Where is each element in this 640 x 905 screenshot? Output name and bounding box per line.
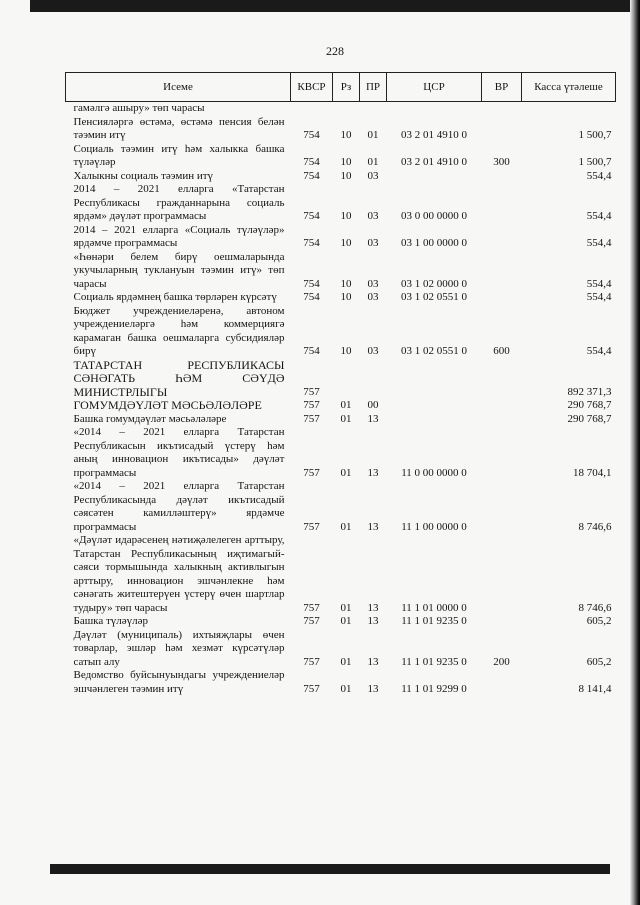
cell-kvsr: 757 — [303, 466, 320, 479]
cell-name: 2014 – 2021 елларга «Социаль түләүләр» ярдәмче программасы — [73, 223, 285, 249]
cell-kvsr — [291, 102, 333, 116]
table-row — [66, 413, 616, 427]
cell-kvsr: 754 — [303, 129, 320, 141]
table-row — [66, 170, 616, 184]
cell-pr: 03 — [367, 210, 379, 222]
cell-rz: 01 — [340, 682, 352, 695]
cell-rz: 01 — [340, 520, 352, 533]
cell-name: Социаль тәэмин итү һәм халыкка башка түләүләр — [73, 142, 285, 168]
cell-vr — [482, 359, 522, 400]
cell-rz — [333, 102, 360, 116]
cell-vr — [482, 399, 522, 413]
cell-rz: 10 — [340, 156, 352, 168]
cell-kassa: 554,4 — [586, 169, 612, 182]
col-header-rz: Рз — [333, 73, 360, 102]
cell-vr — [482, 480, 522, 534]
cell-csr: 11 1 01 9299 0 — [401, 682, 467, 695]
scan-border-right — [630, 0, 640, 905]
table-row — [66, 183, 616, 224]
cell-pr: 13 — [367, 520, 379, 533]
cell-csr: 11 1 00 0000 0 — [401, 520, 467, 533]
cell-kassa: 605,2 — [586, 655, 612, 668]
cell-csr: 11 1 01 9235 0 — [401, 655, 467, 668]
cell-kassa: 8 141,4 — [578, 682, 612, 695]
cell-csr: 03 1 02 0000 0 — [401, 277, 467, 290]
table-row — [66, 224, 616, 251]
cell-rz: 10 — [340, 345, 352, 357]
table-header-row — [66, 73, 616, 102]
cell-vr — [482, 426, 522, 480]
cell-pr: 13 — [367, 412, 379, 425]
table-row — [66, 291, 616, 305]
cell-kassa: 605,2 — [586, 615, 612, 627]
cell-vr — [482, 224, 522, 251]
cell-csr — [387, 102, 482, 116]
cell-kassa: 8 746,6 — [578, 601, 612, 614]
cell-name: Башка гомумдәүләт мәсьәләләре — [73, 412, 227, 425]
cell-name: Халыкны социаль тәэмин итү — [73, 169, 214, 182]
cell-kvsr: 754 — [303, 345, 320, 357]
cell-kassa — [522, 102, 616, 116]
cell-csr — [387, 359, 482, 400]
cell-vr — [482, 413, 522, 427]
cell-kassa: 892 371,3 — [567, 385, 612, 398]
budget-table — [65, 72, 616, 696]
cell-pr: 03 — [367, 345, 379, 357]
cell-vr — [482, 251, 522, 292]
cell-kassa: 554,4 — [586, 210, 612, 222]
cell-kvsr: 757 — [303, 399, 320, 411]
cell-kvsr: 754 — [303, 156, 320, 168]
table-row — [66, 143, 616, 170]
cell-csr: 11 1 01 0000 0 — [401, 601, 467, 614]
cell-vr — [482, 534, 522, 615]
scan-border-top — [30, 0, 630, 12]
col-header-kassa: Касса үтәлеше — [522, 73, 616, 102]
cell-vr — [482, 170, 522, 184]
cell-pr: 03 — [367, 169, 379, 182]
cell-name: 2014 – 2021 елларга «Татарстан Республикасы гражданнарына социаль ярдәм» дәүләт программасы — [73, 183, 285, 222]
cell-pr: 00 — [367, 399, 379, 411]
cell-csr: 11 0 00 0000 0 — [401, 466, 467, 479]
cell-kassa: 554,4 — [586, 277, 612, 290]
cell-pr — [360, 102, 387, 116]
cell-kvsr: 757 — [303, 655, 320, 668]
scan-border-bottom — [50, 864, 610, 874]
cell-kassa: 554,4 — [586, 345, 612, 357]
cell-rz: 01 — [340, 615, 352, 627]
cell-name: Ведомство буйсынуындагы учреждениеләр эшчәнлеген тәэмин итү — [73, 669, 285, 695]
cell-kvsr: 757 — [303, 520, 320, 533]
cell-rz: 10 — [340, 237, 352, 249]
col-header-name: Исеме — [66, 73, 291, 102]
cell-name: «2014 – 2021 елларга Татарстан Республикасын икътисадый үстерү һәм аның инновацион икътисады» дәүләт программасы — [73, 426, 285, 479]
cell-kassa: 1 500,7 — [578, 129, 612, 141]
cell-rz: 10 — [340, 291, 352, 303]
cell-csr: 03 2 01 4910 0 — [401, 156, 467, 168]
table-row — [66, 305, 616, 359]
cell-csr: 03 1 02 0551 0 — [401, 345, 467, 357]
cell-csr: 03 1 00 0000 0 — [401, 237, 467, 249]
table-row — [66, 102, 616, 116]
cell-kvsr: 754 — [303, 210, 320, 222]
cell-rz: 01 — [340, 399, 352, 411]
table-row — [66, 480, 616, 534]
table-row — [66, 629, 616, 670]
cell-name: Дәүләт (муниципаль) ихтыяҗлары өчен товарлар, эшләр һәм хезмәт күрсәтүләр сатып алу — [73, 628, 285, 668]
cell-csr: 03 1 02 0551 0 — [401, 291, 467, 303]
col-header-pr: ПР — [360, 73, 387, 102]
cell-kvsr: 757 — [303, 385, 320, 398]
cell-csr: 11 1 01 9235 0 — [401, 615, 467, 627]
col-header-csr: ЦСР — [387, 73, 482, 102]
cell-rz: 01 — [340, 412, 352, 425]
cell-kvsr: 754 — [303, 169, 320, 182]
cell-kassa: 554,4 — [586, 291, 612, 303]
table-row — [66, 251, 616, 292]
cell-csr — [387, 170, 482, 184]
cell-pr: 13 — [367, 601, 379, 614]
cell-kvsr: 757 — [303, 412, 320, 425]
cell-pr: 03 — [367, 277, 379, 290]
cell-vr: 300 — [493, 156, 510, 168]
table-row — [66, 669, 616, 696]
cell-name: гамәлгә ашыру» төп чарасы — [73, 102, 205, 114]
cell-pr — [360, 359, 387, 400]
cell-name: Бюджет учреждениеләренә, автоном учреждениеләргә һәм коммерциягә карамаган башка оешмаларга субсидияләр бирү — [73, 304, 285, 357]
table-row — [66, 399, 616, 413]
cell-kassa: 290 768,7 — [567, 399, 612, 411]
cell-name: Башка түләүләр — [73, 615, 149, 627]
cell-rz: 01 — [340, 655, 352, 668]
cell-kassa: 554,4 — [586, 237, 612, 249]
cell-pr: 13 — [367, 615, 379, 627]
cell-csr — [387, 413, 482, 427]
cell-pr: 13 — [367, 655, 379, 668]
cell-name: «Дәүләт идарәсенең нәтиҗәлелеген арттыру, Татарстан Республикасының иҗтимагый-сәяси тормышында халыкның активлыгын арттыру, инновацион эшчәнлекне һәм сәнәгать житештерүен үстерү өчен шартлар тудыру» төп чарасы — [73, 534, 285, 614]
cell-vr — [482, 183, 522, 224]
col-header-kvsr: КВСР — [291, 73, 333, 102]
cell-vr: 200 — [493, 655, 510, 668]
cell-csr: 03 2 01 4910 0 — [401, 129, 467, 141]
cell-kvsr: 757 — [303, 615, 320, 627]
cell-rz — [333, 359, 360, 400]
cell-kvsr: 754 — [303, 237, 320, 249]
cell-name: Пенсияләргә өстәмә, өстәмә пенсия белән тәэмин итү — [73, 115, 285, 141]
cell-rz: 10 — [340, 277, 352, 290]
cell-rz: 10 — [340, 210, 352, 222]
cell-vr — [482, 669, 522, 696]
cell-pr: 03 — [367, 291, 379, 303]
table-row — [66, 615, 616, 629]
cell-csr: 03 0 00 0000 0 — [401, 210, 467, 222]
cell-rz: 01 — [340, 601, 352, 614]
cell-vr — [482, 615, 522, 629]
cell-kvsr: 757 — [303, 601, 320, 614]
cell-name: ТАТАРСТАН РЕСПУБЛИКАСЫ СӘНӘГАТЬ ҺӘМ СӘҮДӘ МИНИСТРЛЫГЫ — [73, 357, 285, 399]
cell-kassa: 18 704,1 — [573, 466, 612, 479]
cell-pr: 03 — [367, 237, 379, 249]
cell-kvsr: 754 — [303, 291, 320, 303]
cell-vr — [482, 116, 522, 143]
cell-kassa: 290 768,7 — [567, 412, 612, 425]
cell-kvsr: 757 — [303, 682, 320, 695]
cell-rz: 10 — [340, 129, 352, 141]
col-header-vr: ВР — [482, 73, 522, 102]
cell-name: «2014 – 2021 елларга Татарстан Республикасында дәүләт икътисадый сәясәтен камилләштерү» ярдәмче программасы — [73, 480, 285, 533]
cell-pr: 13 — [367, 466, 379, 479]
cell-csr — [387, 399, 482, 413]
cell-pr: 13 — [367, 682, 379, 695]
table-row — [66, 426, 616, 480]
cell-vr: 600 — [493, 345, 510, 357]
cell-rz: 10 — [340, 169, 352, 182]
cell-pr: 01 — [367, 129, 379, 141]
table-row — [66, 534, 616, 615]
cell-name: ГОМУМДӘҮЛӘТ МӘСЬӘЛӘЛӘРЕ — [73, 398, 262, 412]
table-row — [66, 359, 616, 400]
cell-name: «Һөнәри белем бирү оешмаларында укучыларның туклануын тәэмин итү» төп чарасы — [73, 250, 285, 290]
cell-kvsr: 754 — [303, 277, 320, 290]
cell-pr: 01 — [367, 156, 379, 168]
cell-kassa: 1 500,7 — [578, 156, 612, 168]
cell-name: Социаль ярдәмнең башка төрләрен күрсәтү — [73, 291, 277, 303]
cell-vr — [482, 102, 522, 116]
cell-vr — [482, 291, 522, 305]
table-row — [66, 116, 616, 143]
cell-rz: 01 — [340, 466, 352, 479]
cell-kassa: 8 746,6 — [578, 520, 612, 533]
page-number: 228 — [326, 44, 344, 58]
